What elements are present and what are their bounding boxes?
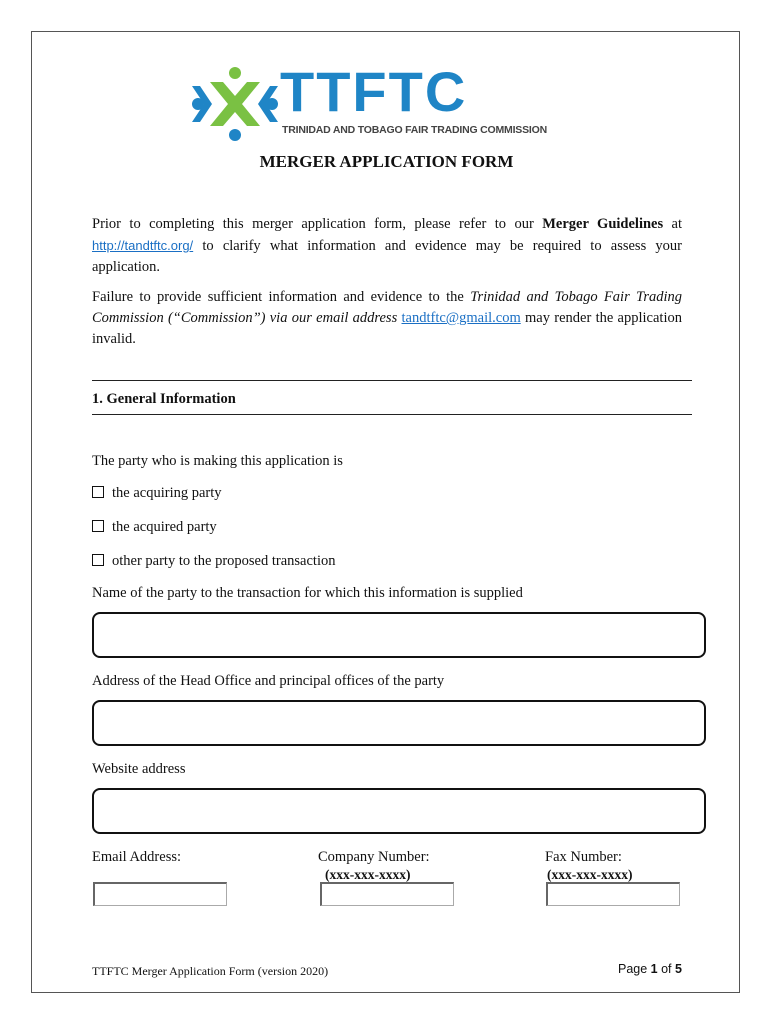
intro-text: may render the application invalid.: [92, 310, 682, 347]
checkbox[interactable]: [92, 486, 104, 498]
commission-name-text: Trinidad and Tobago Fair Trading Commission (“Commission”) via our email address: [92, 289, 682, 326]
email-link[interactable]: tandtftc@gmail.com: [401, 310, 521, 326]
option-acquired-party[interactable]: [92, 519, 217, 536]
party-prompt: The party who is making this application is: [92, 453, 343, 469]
party-name-label: Name of the party to the transaction for which this information is supplied: [92, 585, 523, 601]
company-number-format: (xxx-xxx-xxxx): [325, 867, 411, 882]
company-number-label: Company Number:: [318, 849, 430, 865]
option-label: other party to the proposed transaction: [112, 553, 336, 569]
logo-acronym: TTFTC: [280, 60, 468, 123]
company-number-input[interactable]: [320, 882, 454, 906]
document-page: [31, 31, 740, 993]
footer-form-version: TTFTC Merger Application Form (version 2020): [92, 964, 329, 978]
option-label: the acquired party: [112, 519, 217, 535]
intro-text: Prior to completing this merger application form, please refer to our: [92, 216, 543, 232]
current-page: 1: [650, 962, 658, 976]
ttftc-logo: [190, 60, 547, 142]
page-word: Page: [618, 962, 651, 976]
checkbox[interactable]: [92, 520, 104, 532]
option-other-party[interactable]: [92, 553, 335, 570]
page-number: [618, 962, 682, 976]
website-link[interactable]: http://tandtftc.org/: [92, 238, 194, 253]
intro-text: Failure to provide sufficient information and evidence to the: [92, 289, 471, 305]
fax-number-format: (xxx-xxx-xxxx): [547, 867, 633, 882]
address-label: Address of the Head Office and principal offices of the party: [92, 673, 445, 689]
address-input[interactable]: [92, 700, 706, 746]
logo-full-name: TRINIDAD AND TOBAGO FAIR TRADING COMMISSION: [282, 124, 547, 136]
intro-paragraph-2: [92, 287, 682, 350]
email-label: Email Address:: [92, 849, 182, 865]
of-word: of: [657, 962, 675, 976]
fax-number-label: Fax Number:: [545, 849, 622, 865]
website-label: Website address: [92, 761, 186, 777]
section-divider-top: [92, 380, 692, 381]
intro-text: to clarify what information and evidence may be required to assess your application.: [92, 238, 682, 275]
email-input[interactable]: [93, 882, 227, 906]
party-name-input[interactable]: [92, 612, 706, 658]
website-input[interactable]: [92, 788, 706, 834]
logo-emblem-icon: [190, 66, 280, 142]
fax-number-input[interactable]: [546, 882, 680, 906]
intro-paragraph-1: [92, 214, 682, 278]
merger-guidelines-text: Merger Guidelines: [542, 216, 664, 232]
section-divider-bottom: [92, 414, 692, 415]
section-title: 1. General Information: [92, 391, 236, 407]
option-label: the acquiring party: [112, 485, 222, 501]
checkbox[interactable]: [92, 554, 104, 566]
total-pages: 5: [675, 962, 682, 976]
intro-text: at: [663, 216, 683, 232]
option-acquiring-party[interactable]: [92, 485, 222, 502]
form-title: MERGER APPLICATION FORM: [259, 152, 514, 171]
